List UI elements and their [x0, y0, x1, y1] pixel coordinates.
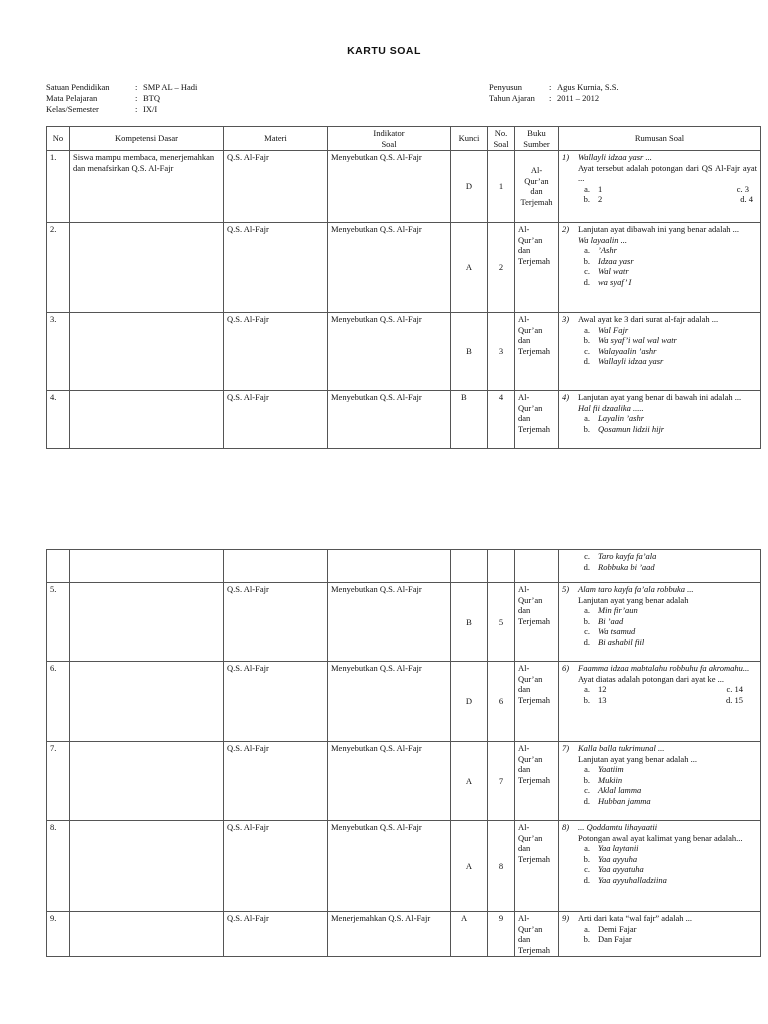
- kompetensi-dasar: [70, 223, 224, 313]
- materi: Q.S. Al-Fajr: [224, 313, 328, 391]
- nosoal: 4: [488, 391, 515, 449]
- question-table-2: [46, 549, 761, 957]
- meta-mapel: Mata Pelajaran : BTQ: [46, 93, 160, 103]
- option: b. Wa syaf’i wal wal watr: [583, 335, 677, 345]
- kompetensi-dasar: [70, 912, 224, 957]
- option: c. Yaa ayyatuha: [584, 864, 644, 874]
- nosoal: 1: [488, 151, 515, 223]
- option: d. Bi ashabil fiil: [583, 636, 645, 647]
- kunci: B: [451, 313, 488, 391]
- option: b. Dan Fajar: [583, 934, 632, 944]
- question-text: Kalla balla tukrimunal ...: [578, 743, 665, 753]
- meta-left: [46, 82, 197, 115]
- rumusan-soal: 9) Arti dari kata “wal fajr” adalah ... a. Demi Fajar b. Dan Fajar: [559, 912, 761, 957]
- question-text: Wallayli idzaa yasr ...: [578, 152, 652, 162]
- nosoal: 3: [488, 313, 515, 391]
- table-row: [47, 742, 761, 821]
- header-rumusan: Rumusan Soal: [559, 127, 761, 151]
- materi: Q.S. Al-Fajr: [224, 742, 328, 821]
- option: d. Yaa ayyuhalladziina: [583, 874, 667, 885]
- option: a. 12 c. 14: [584, 684, 743, 694]
- table-row: [47, 662, 761, 742]
- sumber: Al- Qur’an dan Terjemah: [515, 391, 559, 449]
- option: c. Walayaalin ’ashr: [584, 345, 657, 356]
- row-no: 7.: [47, 742, 70, 821]
- table-row: [47, 821, 761, 912]
- option: b. Mukiin: [583, 774, 623, 785]
- kunci: A: [451, 742, 488, 821]
- option: d. Hubban jamma: [583, 795, 651, 806]
- question-text: Lanjutan ayat yang benar adalah: [578, 594, 689, 605]
- nosoal: 9: [488, 912, 515, 957]
- kunci: B: [451, 583, 488, 662]
- sumber: Al- Qur’an dan Terjemah: [515, 821, 559, 912]
- rumusan-soal: 3) Awal ayat ke 3 dari surat al-fajr adalah ... a. Wal Fajr b. Wa syaf’i wal wal watr c. Walayaalin ’ashr d. Wallayli idzaa yasr: [559, 313, 761, 391]
- materi: Q.S. Al-Fajr: [224, 223, 328, 313]
- nosoal: 6: [488, 662, 515, 742]
- option: c. Wal watr: [584, 266, 629, 276]
- indikator: Menerjemahkan Q.S. Al-Fajr: [328, 912, 451, 957]
- table-header-row: [47, 127, 761, 151]
- table-row: [47, 912, 761, 957]
- option: c. Wa tsamud: [584, 626, 636, 636]
- option: a. 1 c. 3: [584, 183, 749, 194]
- question-text: Arti dari kata “wal fajr” adalah ...: [578, 913, 692, 923]
- rumusan-soal: 2) Lanjutan ayat dibawah ini yang benar adalah ... Wa layaalin ... a. ’Ashr b. Idzaa yasr c. Wal watr d. wa syaf’ I: [559, 223, 761, 313]
- indikator: Menyebutkan Q.S. Al-Fajr: [328, 223, 451, 313]
- kompetensi-dasar: [70, 821, 224, 912]
- table-row: [47, 151, 761, 223]
- header-no: No: [47, 127, 70, 151]
- meta-kelas: Kelas/Semester : IX/I: [46, 104, 158, 114]
- option: b. Bi ’aad: [583, 615, 624, 626]
- kompetensi-dasar: [70, 583, 224, 662]
- option: a. Yaatiim: [584, 764, 624, 774]
- question-text: Lanjutan ayat dibawah ini yang benar adalah ...: [578, 224, 739, 234]
- sumber: Al- Qur’an dan Terjemah: [515, 313, 559, 391]
- indikator: Menyebutkan Q.S. Al-Fajr: [328, 313, 451, 391]
- indikator: Menyebutkan Q.S. Al-Fajr: [328, 742, 451, 821]
- nosoal: 5: [488, 583, 515, 662]
- sumber: Al- Qur’an dan Terjemah: [515, 223, 559, 313]
- materi: Q.S. Al-Fajr: [224, 583, 328, 662]
- question-text: Faamma idzaa mabtalahu robbuhu fa akromahu...: [578, 663, 750, 673]
- question-text: Hal fii dzaalika .....: [578, 402, 644, 413]
- materi: Q.S. Al-Fajr: [224, 151, 328, 223]
- header-kunci: Kunci: [451, 127, 488, 151]
- table-row: [47, 583, 761, 662]
- option: b. 13 d. 15: [583, 694, 743, 705]
- nosoal: 7: [488, 742, 515, 821]
- meta-right: [489, 82, 619, 104]
- question-text: Ayat diatas adalah potongan dari ayat ke ...: [578, 673, 725, 684]
- header-buku: Buku Sumber: [515, 127, 559, 151]
- row-no: 3.: [47, 313, 70, 391]
- option: b. Qosamun lidzii hijr: [583, 423, 665, 434]
- header-kompetensi: Kompetensi Dasar: [70, 127, 224, 151]
- kunci: B: [451, 391, 488, 449]
- row-no: 2.: [47, 223, 70, 313]
- nosoal: 8: [488, 821, 515, 912]
- option: a. Demi Fajar: [584, 923, 637, 934]
- option: d. Robbuka bi ’aad: [583, 561, 655, 572]
- question-text: Wa layaalin ...: [578, 234, 628, 245]
- kompetensi-dasar: [70, 742, 224, 821]
- option: a. Wal Fajr: [584, 324, 629, 335]
- materi: Q.S. Al-Fajr: [224, 912, 328, 957]
- question-table-1: [46, 126, 761, 449]
- nosoal: 2: [488, 223, 515, 313]
- kunci: A: [451, 821, 488, 912]
- header-nosoal: No. Soal: [488, 127, 515, 151]
- option: b. Idzaa yasr: [583, 255, 634, 266]
- kunci: D: [451, 662, 488, 742]
- materi: Q.S. Al-Fajr: [224, 662, 328, 742]
- question-text: Lanjutan ayat yang benar di bawah ini adalah ...: [578, 392, 742, 402]
- sumber: Al- Qur’an dan Terjemah: [515, 742, 559, 821]
- row-no: 8.: [47, 821, 70, 912]
- header-indikator: Indikator Soal: [328, 127, 451, 151]
- question-text: Potongan awal ayat kalimat yang benar adalah...: [578, 832, 743, 843]
- option: c. Aklal lamma: [584, 785, 642, 795]
- materi: Q.S. Al-Fajr: [224, 821, 328, 912]
- table-row-continued: [47, 550, 761, 583]
- sumber: Al- Qur’an dan Terjemah: [515, 912, 559, 957]
- kompetensi-dasar: [70, 313, 224, 391]
- question-text: Alam taro kayfa fa’ala robbuka ...: [578, 584, 694, 594]
- meta-tahun: Tahun Ajaran : 2011 – 2012: [489, 93, 600, 103]
- kompetensi-dasar: [70, 391, 224, 449]
- question-text: Awal ayat ke 3 dari surat al-fajr adalah ...: [578, 314, 719, 324]
- rumusan-soal: 5) Alam taro kayfa fa’ala robbuka ... Lanjutan ayat yang benar adalah a. Min fir’aun b. Bi ’aad c. Wa tsamud d. Bi ashabil fiil: [559, 583, 761, 662]
- option: a. Layalin ’ashr: [584, 413, 645, 423]
- sumber: Al- Qur’an dan Terjemah: [515, 662, 559, 742]
- option: a. Min fir’aun: [584, 605, 638, 615]
- document-title: KARTU SOAL: [347, 45, 421, 57]
- indikator: Menyebutkan Q.S. Al-Fajr: [328, 391, 451, 449]
- question-text: ... Qoddamtu lihayaatii: [578, 822, 658, 832]
- indikator: Menyebutkan Q.S. Al-Fajr: [328, 662, 451, 742]
- option: a. ’Ashr: [584, 245, 617, 255]
- rumusan-soal: 7) Kalla balla tukrimunal ... Lanjutan ayat yang benar adalah ... a. Yaatiim b. Mukiin c. Aklal lamma d. Hubban jamma: [559, 742, 761, 821]
- table-row: [47, 391, 761, 449]
- question-text: Ayat tersebut adalah potongan dari QS Al-Fajr ayat ...: [578, 162, 757, 183]
- option: d. wa syaf’ I: [583, 276, 632, 287]
- option: d. Wallayli idzaa yasr: [583, 356, 664, 366]
- indikator: Menyebutkan Q.S. Al-Fajr: [328, 821, 451, 912]
- meta-satuan: Satuan Pendidikan : SMP AL – Hadi: [46, 82, 198, 92]
- kunci: A: [451, 912, 488, 957]
- rumusan-soal: 1) Wallayli idzaa yasr ... Ayat tersebut adalah potongan dari QS Al-Fajr ayat ... a. 1 c. 3 b. 2 d. 4: [559, 151, 761, 223]
- row-no: 6.: [47, 662, 70, 742]
- option: a. Yaa laytanii: [584, 843, 639, 853]
- row-no: 5.: [47, 583, 70, 662]
- rumusan-soal: 8) ... Qoddamtu lihayaatii Potongan awal ayat kalimat yang benar adalah... a. Yaa laytanii b. Yaa ayyuha c. Yaa ayyatuha d. Yaa ayyuhalladziina: [559, 821, 761, 912]
- option: b. Yaa ayyuha: [583, 853, 638, 864]
- indikator: Menyebutkan Q.S. Al-Fajr: [328, 583, 451, 662]
- row-no: 1.: [47, 151, 70, 223]
- rumusan-soal: 6) Faamma idzaa mabtalahu robbuhu fa akromahu... Ayat diatas adalah potongan dari ayat ke ... a. 12 c. 14 b. 13 d. 15: [559, 662, 761, 742]
- kunci: A: [451, 223, 488, 313]
- sumber: Al- Qur’an dan Terjemah: [515, 151, 559, 223]
- row-no: 9.: [47, 912, 70, 957]
- materi: Q.S. Al-Fajr: [224, 391, 328, 449]
- kunci: D: [451, 151, 488, 223]
- option: b. 2 d. 4: [583, 194, 753, 204]
- rumusan-soal: 4) Lanjutan ayat yang benar di bawah ini adalah ... Hal fii dzaalika ..... a. Layalin ’ashr b. Qosamun lidzii hijr: [559, 391, 761, 449]
- table-row: [47, 313, 761, 391]
- option: c. Taro kayfa fa’ala: [584, 551, 657, 561]
- row-no: 4.: [47, 391, 70, 449]
- sumber: Al- Qur’an dan Terjemah: [515, 583, 559, 662]
- indikator: Menyebutkan Q.S. Al-Fajr: [328, 151, 451, 223]
- rumusan-soal: [559, 550, 761, 583]
- meta-penyusun: Penyusun : Agus Kurnia, S.S.: [489, 82, 619, 92]
- kompetensi-dasar: Siswa mampu membaca, menerjemahkan dan menafsirkan Q.S. Al-Fajr: [70, 151, 224, 223]
- question-text: Lanjutan ayat yang benar adalah ...: [578, 753, 697, 764]
- kompetensi-dasar: [70, 662, 224, 742]
- table-row: [47, 223, 761, 313]
- header-materi: Materi: [224, 127, 328, 151]
